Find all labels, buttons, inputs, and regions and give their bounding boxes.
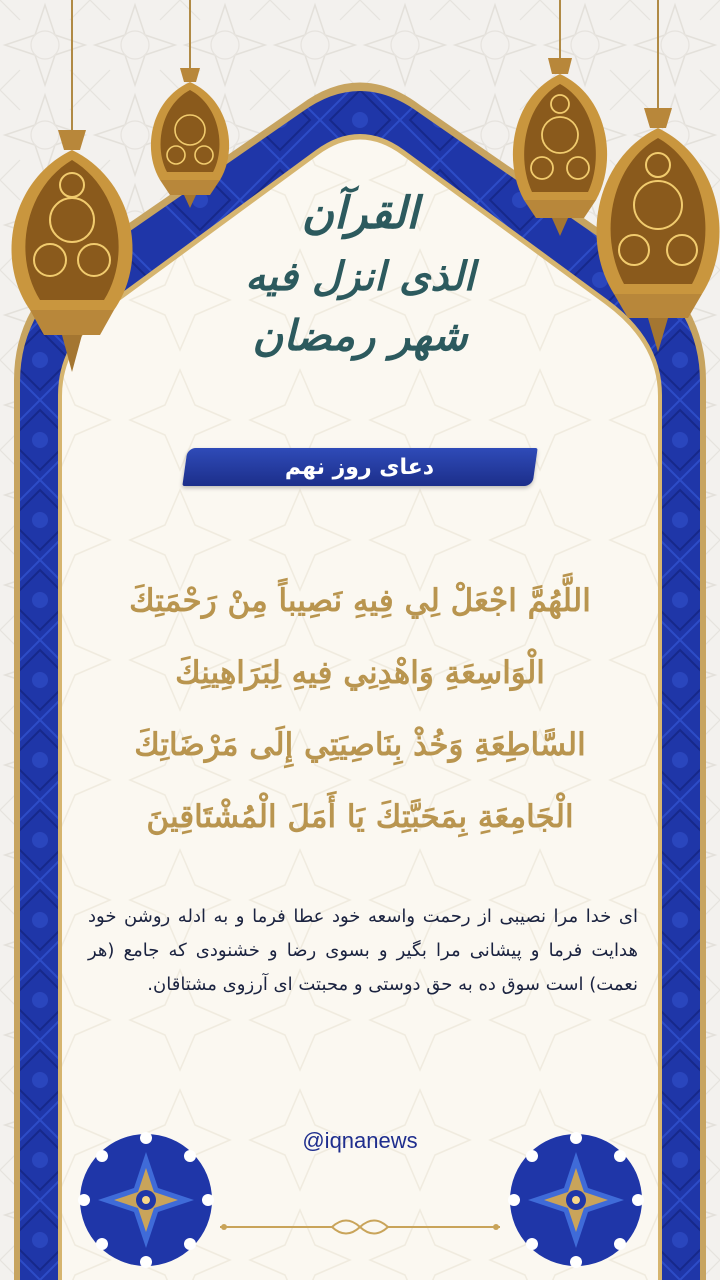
arabic-prayer	[80, 565, 640, 853]
ornamental-divider	[220, 1212, 500, 1242]
lantern-left-large-icon	[0, 0, 160, 380]
svg-text:الذی انزل فیه: الذی انزل فیه	[245, 253, 475, 300]
persian-translation: ای خدا مرا نصیبی از رحمت واسعه خود عطا فرما و به ادله روشن خود هدایت فرما و پیشانی مرا بگیر و بسوی رضا و خشنودی که جامع (هر نعمت) است سوق ده به حق دوستی و محبتت ای آرزوی مشتاقان.	[88, 906, 638, 995]
arabic-prayer-line-2: الْوَاسِعَةِ وَاهْدِنِي فِيهِ لِبَرَاهِينِكَ	[175, 655, 545, 691]
day-title: دعای روز نهم	[285, 454, 435, 480]
arabic-prayer-line-1: اللَّهُمَّ اجْعَلْ لِي فِيهِ نَصِيباً مِنْ رَحْمَتِكَ	[129, 583, 591, 619]
arabic-prayer-line-4: الْجَامِعَةِ بِمَحَبَّتِكَ يَا أَمَلَ الْمُشْتَاقِينَ	[146, 799, 574, 835]
day-title-banner	[182, 448, 537, 486]
lantern-right-large-icon	[580, 0, 720, 360]
lantern-left-small-icon	[140, 0, 240, 210]
rosette-ornament-right-icon	[506, 1130, 646, 1270]
rosette-ornament-left-icon	[76, 1130, 216, 1270]
svg-text:شهر رمضان: شهر رمضان	[252, 311, 468, 360]
social-handle: @iqnanews	[302, 1128, 418, 1153]
arabic-prayer-line-3: السَّاطِعَةِ وَخُذْ بِنَاصِيَتِي إِلَى مَرْضَاتِكَ	[134, 727, 586, 763]
svg-text:القرآن: القرآن	[301, 188, 419, 239]
ramadan-calligraphy-logo	[230, 150, 490, 370]
